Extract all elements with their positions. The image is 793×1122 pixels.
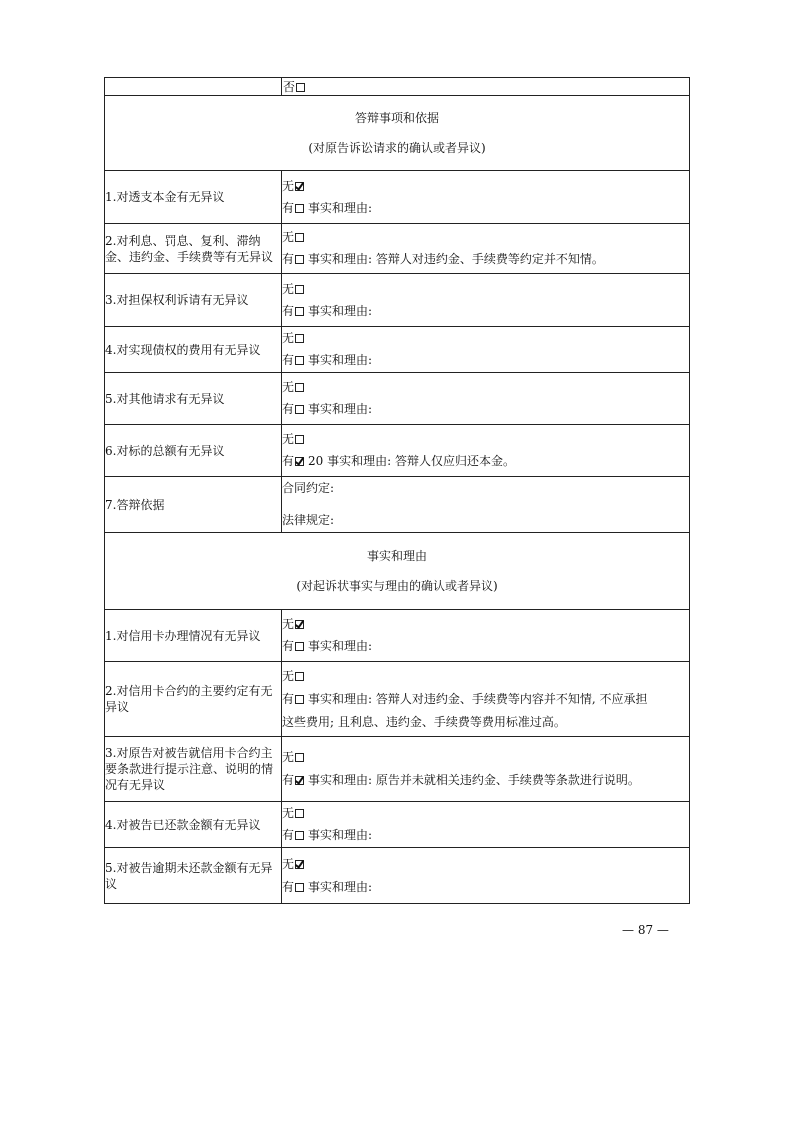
reason-text: 事实和理由: — [308, 828, 373, 842]
section2-subtitle: (对起诉状事实与理由的确认或者异议) — [296, 579, 498, 593]
reason-text: 事实和理由: 原告并未就相关违约金、手续费等条款进行说明。 — [308, 773, 640, 787]
section2-answer-cell — [282, 610, 690, 662]
question-text: 2.对利息、罚息、复利、滞纳金、违约金、手续费等有无异议 — [105, 233, 274, 264]
no-option — [282, 432, 689, 447]
yes-option — [282, 773, 689, 788]
yes-option-label: 有 — [282, 828, 295, 842]
no-option-label: 无 — [282, 178, 295, 193]
yes-option — [282, 639, 689, 654]
yes-checkbox[interactable] — [295, 307, 304, 316]
page-number: — 87 — — [622, 923, 669, 937]
defense-form-table — [104, 77, 690, 904]
no-option-label: 无 — [282, 856, 295, 871]
yes-option-label: 有 — [282, 303, 295, 318]
no-checkbox[interactable] — [295, 334, 304, 343]
reason-text: 事实和理由: — [308, 879, 373, 894]
reason-text: 事实和理由: 答辩人对违约金、手续费等约定并不知情。 — [308, 252, 604, 266]
no-option — [282, 179, 689, 194]
no-option — [282, 750, 689, 765]
section1-question-row — [105, 171, 690, 224]
section1-question-row — [105, 327, 690, 373]
section1-header — [105, 96, 690, 171]
no-option — [282, 617, 689, 632]
basis-label-text: 7.答辩依据 — [105, 497, 165, 512]
yes-checkbox[interactable] — [295, 204, 304, 213]
yes-checkbox[interactable] — [295, 642, 304, 651]
question-text: 4.对实现债权的费用有无异议 — [105, 342, 261, 357]
section2-answer-cell — [282, 662, 690, 737]
no-option-label: 无 — [282, 380, 295, 394]
section2-answer-cell — [282, 737, 690, 802]
top-row-value — [282, 78, 690, 96]
reason-text: 事实和理由: — [308, 303, 373, 318]
question-text: 3.对原告对被告就信用卡合约主要条款进行提示注意、说明的情况有无异议 — [105, 746, 274, 792]
top-row — [105, 78, 690, 96]
section2-question-row — [105, 662, 690, 737]
section1-title: 答辩事项和依据 — [354, 111, 439, 125]
yes-checkbox[interactable] — [295, 255, 304, 264]
reason-text: 事实和理由: — [308, 402, 373, 416]
no-option — [282, 669, 689, 684]
section2-question-label — [105, 848, 282, 904]
yes-option-label: 有 — [282, 200, 295, 215]
section1-question-label — [105, 171, 282, 224]
no-checkbox[interactable] — [295, 809, 304, 818]
no-checkbox[interactable] — [295, 285, 304, 294]
question-text: 4.对被告已还款金额有无异议 — [105, 817, 261, 832]
section2-question-row — [105, 737, 690, 802]
reason-text: 事实和理由: — [308, 200, 373, 215]
basis-label — [105, 477, 282, 533]
yes-option-label: 有 — [282, 402, 295, 416]
section2-answer-cell — [282, 848, 690, 904]
question-text: 1.对透支本金有无异议 — [105, 190, 225, 204]
no-option-label: 无 — [282, 331, 295, 345]
question-text: 6.对标的总额有无异议 — [105, 443, 225, 458]
section1-header-row — [105, 96, 690, 171]
no-option-label: 无 — [282, 281, 295, 296]
no-checkbox[interactable] — [296, 83, 305, 92]
reason-text: 事实和理由: — [308, 353, 373, 367]
no-checkbox[interactable] — [295, 672, 304, 681]
no-option — [282, 282, 689, 297]
no-option-label: 无 — [282, 750, 295, 764]
yes-option-label: 有 — [282, 691, 295, 706]
no-option-label: 否 — [283, 80, 296, 94]
no-checkbox[interactable] — [295, 233, 304, 242]
section2-header — [105, 533, 690, 610]
reason-continued: 这些费用; 且利息、违约金、手续费等费用标准过高。 — [282, 714, 566, 729]
question-text: 1.对信用卡办理情况有无异议 — [105, 628, 261, 643]
no-option — [282, 806, 689, 821]
yes-option-label: 有 — [282, 252, 295, 266]
section2-question-label — [105, 802, 282, 848]
section1-question-label — [105, 373, 282, 425]
no-option — [282, 331, 689, 346]
yes-option — [282, 201, 689, 216]
section2-answer-cell — [282, 802, 690, 848]
section1-answer-cell — [282, 425, 690, 477]
section1-subtitle: (对原告诉讼请求的确认或者异议) — [308, 141, 486, 155]
section1-question-label — [105, 274, 282, 327]
yes-option — [282, 692, 689, 707]
no-checkbox[interactable] — [295, 435, 304, 444]
basis-row — [105, 477, 690, 533]
section2-question-label — [105, 662, 282, 737]
no-option-label: 无 — [282, 230, 295, 244]
no-checkbox[interactable] — [295, 753, 304, 762]
contract-basis: 合同约定: — [282, 481, 335, 495]
no-checkbox[interactable] — [295, 860, 304, 869]
yes-option — [282, 828, 689, 843]
section1-answer-cell — [282, 327, 690, 373]
top-row-label — [105, 78, 282, 96]
section1-question-row — [105, 373, 690, 425]
question-text: 5.对被告逾期未还款金额有无异议 — [105, 860, 273, 891]
yes-option-label: 有 — [282, 879, 295, 894]
section2-question-row — [105, 610, 690, 662]
yes-option — [282, 880, 689, 895]
section1-question-row — [105, 224, 690, 274]
yes-option — [282, 252, 689, 267]
no-checkbox[interactable] — [295, 620, 304, 629]
reason-text: 20 事实和理由: 答辩人仅应归还本金。 — [308, 454, 515, 468]
section2-question-label — [105, 737, 282, 802]
no-option-label: 无 — [282, 806, 295, 820]
yes-option-label: 有 — [282, 773, 295, 787]
yes-checkbox[interactable] — [295, 405, 304, 414]
yes-checkbox[interactable] — [295, 831, 304, 840]
no-option — [282, 857, 689, 872]
yes-checkbox[interactable] — [295, 883, 304, 892]
section1-answer-cell — [282, 224, 690, 274]
yes-option — [282, 304, 689, 319]
no-checkbox[interactable] — [295, 383, 304, 392]
no-option-label: 无 — [282, 668, 295, 683]
reason-text: 事实和理由: — [308, 639, 373, 653]
yes-option — [282, 454, 689, 469]
yes-option — [282, 353, 689, 368]
section1-question-label — [105, 327, 282, 373]
question-text: 2.对信用卡合约的主要约定有无异议 — [105, 684, 273, 714]
section1-question-label — [105, 425, 282, 477]
section2-question-label — [105, 610, 282, 662]
section1-answer-cell — [282, 274, 690, 327]
yes-checkbox[interactable] — [295, 457, 304, 466]
section1-answer-cell — [282, 373, 690, 425]
section2-title: 事实和理由 — [366, 549, 427, 563]
question-text: 5.对其他请求有无异议 — [105, 391, 225, 406]
section2-question-row — [105, 848, 690, 904]
yes-checkbox[interactable] — [295, 356, 304, 365]
reason-text: 事实和理由: 答辩人对违约金、手续费等内容并不知情, 不应承担 — [308, 691, 648, 706]
section1-question-row — [105, 274, 690, 327]
yes-checkbox[interactable] — [295, 776, 304, 785]
basis-values — [282, 477, 690, 533]
section1-answer-cell — [282, 171, 690, 224]
no-checkbox[interactable] — [295, 182, 304, 191]
section2-question-row — [105, 802, 690, 848]
yes-option-label: 有 — [282, 454, 295, 468]
yes-option — [282, 402, 689, 417]
section2-header-row — [105, 533, 690, 610]
no-option — [282, 230, 689, 245]
section1-question-row — [105, 425, 690, 477]
question-text: 3.对担保权利诉请有无异议 — [105, 293, 249, 307]
no-option-label: 无 — [282, 432, 295, 446]
law-basis: 法律规定: — [282, 513, 335, 527]
section1-question-label — [105, 224, 282, 274]
no-option — [282, 380, 689, 395]
yes-option-label: 有 — [282, 639, 295, 653]
no-option-label: 无 — [282, 617, 295, 631]
yes-checkbox[interactable] — [295, 695, 304, 704]
yes-option-label: 有 — [282, 353, 295, 367]
